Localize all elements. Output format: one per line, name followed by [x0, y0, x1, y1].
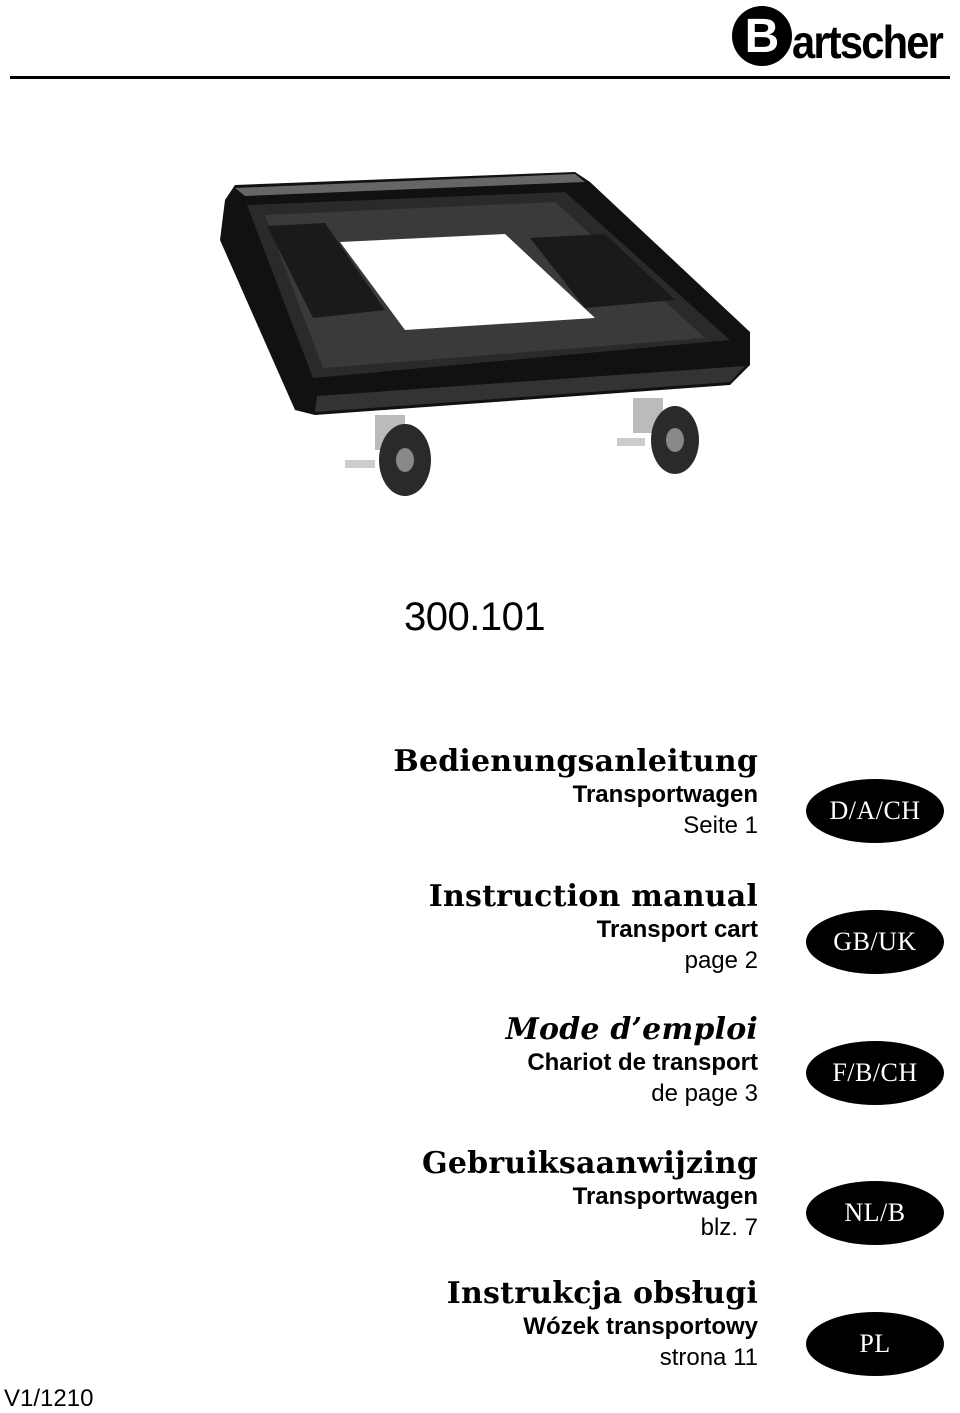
manual-subtitle: Transportwagen — [572, 781, 758, 808]
manual-title: Instrukcja obsługi — [446, 1276, 758, 1311]
manual-subtitle: Chariot de transport — [527, 1049, 758, 1076]
language-badge: PL — [806, 1312, 944, 1376]
manual-subtitle: Transportwagen — [572, 1183, 758, 1210]
manual-page: Seite 1 — [683, 812, 758, 839]
manual-block-nl — [238, 1146, 758, 1244]
manual-block-fr — [238, 1012, 758, 1110]
header-rule — [10, 76, 950, 79]
svg-text:B: B — [744, 10, 780, 63]
manual-subtitle: Transport cart — [596, 916, 758, 943]
manual-title: Gebruiksaanwijzing — [422, 1146, 758, 1181]
manual-subtitle: Wózek transportowy — [523, 1313, 758, 1340]
brand-logo — [728, 0, 948, 76]
manual-page: de page 3 — [651, 1080, 758, 1107]
manual-title: Mode d’emploi — [505, 1012, 758, 1047]
language-badge: F/B/CH — [806, 1041, 944, 1105]
manual-page: blz. 7 — [700, 1214, 758, 1241]
manual-title: Bedienungsanleitung — [393, 744, 758, 779]
language-badge: GB/UK — [806, 910, 944, 974]
version-label: V1/1210 — [4, 1385, 94, 1412]
manual-block-gb — [238, 879, 758, 977]
manual-block-de — [238, 744, 758, 842]
language-badge: D/A/CH — [806, 779, 944, 843]
manual-page: page 2 — [684, 947, 758, 974]
model-number: 300.101 — [404, 595, 546, 639]
manual-title: Instruction manual — [428, 879, 758, 914]
cart-image — [205, 160, 765, 520]
svg-text:artscher: artscher — [792, 16, 944, 68]
manual-page: strona 11 — [659, 1344, 758, 1371]
manual-block-pl — [238, 1276, 758, 1374]
language-badge: NL/B — [806, 1181, 944, 1245]
